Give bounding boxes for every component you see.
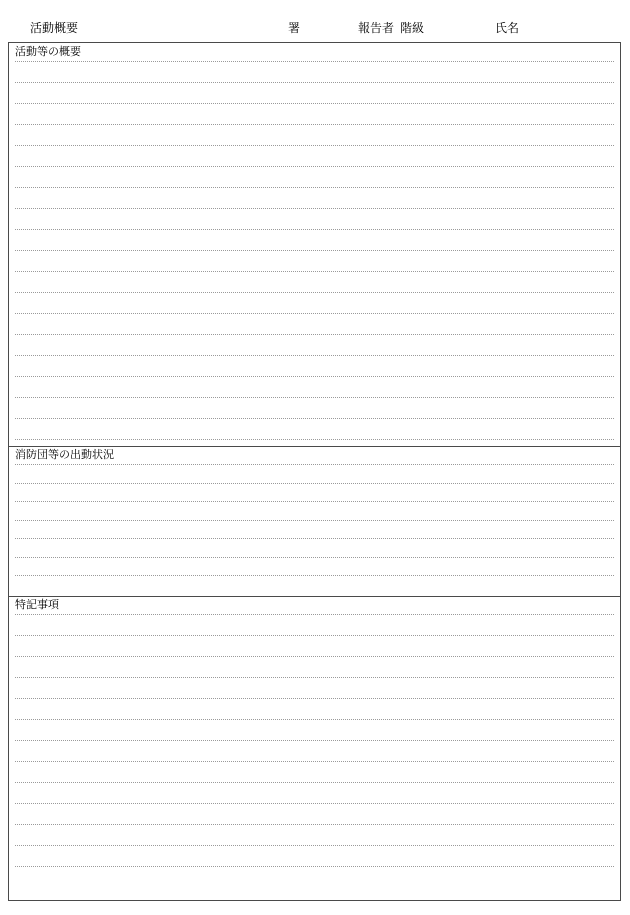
writing-line[interactable] — [15, 250, 614, 251]
writing-line[interactable] — [15, 782, 614, 783]
writing-line[interactable] — [15, 824, 614, 825]
writing-line[interactable] — [15, 82, 614, 83]
writing-line[interactable] — [15, 483, 614, 484]
header-field-sho: 署 — [288, 21, 301, 35]
section-shobodan-shutsudo — [9, 446, 620, 596]
section-katsudo-gaiyo — [9, 43, 620, 446]
writing-line[interactable] — [15, 355, 614, 356]
writing-line[interactable] — [15, 124, 614, 125]
writing-line[interactable] — [15, 866, 614, 867]
writing-line[interactable] — [15, 187, 614, 188]
writing-line[interactable] — [15, 557, 614, 558]
section-tokki-jiko — [9, 596, 620, 902]
header-field-reporter: 報告者 — [358, 21, 395, 35]
writing-line[interactable] — [15, 677, 614, 678]
writing-line[interactable] — [15, 575, 614, 576]
writing-line[interactable] — [15, 803, 614, 804]
writing-line[interactable] — [15, 614, 614, 615]
section-label-tokki-jiko: 特記事項 — [15, 599, 59, 611]
writing-line[interactable] — [15, 376, 614, 377]
writing-line[interactable] — [15, 271, 614, 272]
writing-line[interactable] — [15, 538, 614, 539]
writing-line[interactable] — [15, 103, 614, 104]
writing-line[interactable] — [15, 656, 614, 657]
header-field-name: 氏名 — [495, 21, 520, 35]
writing-line[interactable] — [15, 439, 614, 440]
section-divider — [9, 446, 620, 447]
form-header — [10, 18, 620, 38]
writing-line[interactable] — [15, 635, 614, 636]
writing-line[interactable] — [15, 166, 614, 167]
writing-line[interactable] — [15, 418, 614, 419]
writing-line[interactable] — [15, 61, 614, 62]
writing-line[interactable] — [15, 145, 614, 146]
writing-line[interactable] — [15, 698, 614, 699]
writing-line[interactable] — [15, 520, 614, 521]
section-divider — [9, 596, 620, 597]
section-label-shobodan-shutsudo: 消防団等の出動状況 — [15, 449, 114, 461]
section-label-katsudo-gaiyo: 活動等の概要 — [15, 46, 81, 58]
form-frame — [8, 42, 621, 901]
writing-line[interactable] — [15, 761, 614, 762]
writing-line[interactable] — [15, 464, 614, 465]
writing-line[interactable] — [15, 334, 614, 335]
writing-line[interactable] — [15, 740, 614, 741]
writing-line[interactable] — [15, 313, 614, 314]
writing-line[interactable] — [15, 845, 614, 846]
writing-line[interactable] — [15, 501, 614, 502]
writing-line[interactable] — [15, 719, 614, 720]
writing-line[interactable] — [15, 292, 614, 293]
header-field-rank: 階級 — [400, 21, 425, 35]
page-title: 活動概要 — [30, 21, 79, 35]
writing-line[interactable] — [15, 397, 614, 398]
writing-line[interactable] — [15, 208, 614, 209]
writing-line[interactable] — [15, 229, 614, 230]
